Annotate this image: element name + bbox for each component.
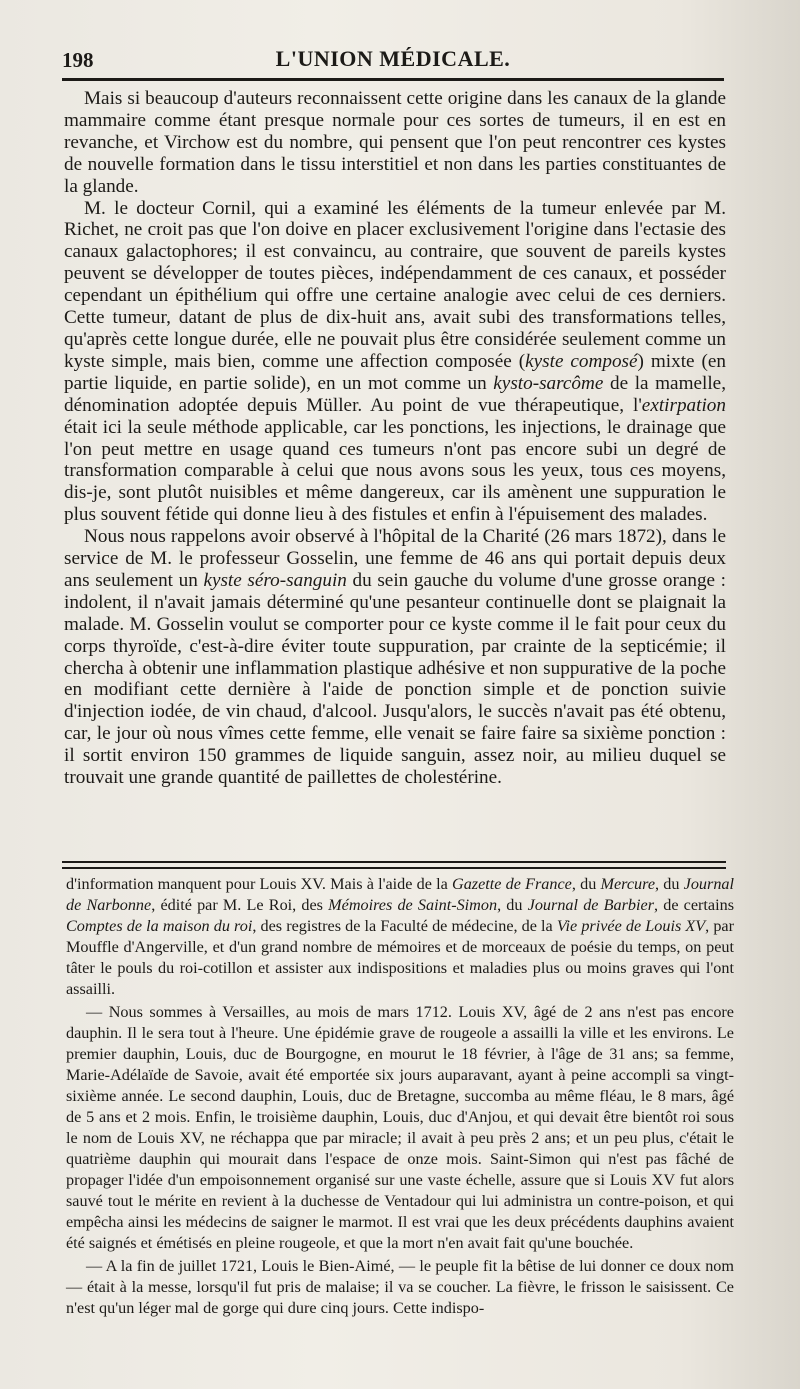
paragraph: d'information manquent pour Louis XV. Mais à l'aide de la Gazette de France, du Mercure, du Journal de Narbonne, édité par M. Le Roi, des Mémoires de Saint-Simon, du Journal de Barbier, de certains Comptes de la maison du roi, des registres de la Faculté de médecine, de la Vie privée de Louis XV, par Mouffle d'Angerville, et d'un grand nombre de mémoires et de morceaux de poésie du temps, on peut tâter le pouls du roi-cotillon et assister aux indispositions et maladies plus ou moins graves qui l'ont assailli. bbox=[66, 875, 735, 998]
feuilleton-section bbox=[66, 874, 734, 1319]
paragraph: Nous nous rappelons avoir observé à l'hôpital de la Charité (26 mars 1872), dans le service de M. le professeur Gosselin, une femme de 46 ans qui portait depuis deux ans seulement un kyste séro-sanguin du sein gauche du volume d'une grosse orange : indolent, il n'avait jamais déterminé qu'une pesanteur continuelle dont se plaignait la malade. M. Gosselin voulut se comporter pour ce kyste comme il le fait pour ceux du corps thyroïde, c'est-à-dire éviter toute suppuration, par crainte de la septicémie; il chercha à obtenir une inflammation plastique adhésive et non suppurative de la poche en modifiant cette dernière à l'aide de ponction simple et de ponction suivie d'injection iodée, de vin chaud, d'alcool. Jusqu'alors, le succès n'avait pas été obtenu, car, le jour où nous vîmes cette femme, elle venait se faire faire sa sixième ponction : il sortit environ 150 grammes de liquide sanguin, assez noir, au milieu duquel se trouvait une grande quantité de paillettes de cholestérine. bbox=[64, 526, 727, 789]
paragraph: — Nous sommes à Versailles, au mois de mars 1712. Louis XV, âgé de 2 ans n'est pas encore dauphin. Il le sera tout à l'heure. Une épidémie grave de rougeole a assailli la ville et les environs. Le premier dauphin, Louis, duc de Bourgogne, en mourut le 18 février, à l'âge de 31 ans; sa femme, Marie-Adélaïde de Savoie, avait été emportée six jours auparavant, ayant à peine accompli sa vingt-sixième année. Le second dauphin, Louis, duc de Bretagne, succomba au même fléau, le 8 mars, âgé de 5 ans et 2 mois. Enfin, le troisième dauphin, Louis, duc d'Anjou, et qui devait être bientôt roi sous le nom de Louis XV, ne réchappa que par miracle; il avait à peu près 2 ans; et un peu plus, c'était le quatrième dauphin qui mourait dans l'espace de onze mois. Saint-Simon qui n'est pas fâché de propager l'idée d'un empoisonnement organisé sur une vaste échelle, assure que si Louis XV fut alors sauvé tout le mérite en revient à la duchesse de Ventadour qui lui administra un contre-poison, et qui empêcha ainsi les médecins de saigner le marmot. Il est vrai que les deux précédents dauphins avaient été saignés et émétisés en pleine rougeole, et que la mort n'en avait fait qu'une bouchée. bbox=[66, 1003, 734, 1252]
paragraph: — A la fin de juillet 1721, Louis le Bien-Aimé, — le peuple fit la bêtise de lui donner ce doux nom — était à la messe, lorsqu'il fut pris de malaise; il va se coucher. La fièvre, le frisson le saisissent. Ce n'est qu'un léger mal de gorge qui dure cinq jours. Cette indispo- bbox=[66, 1257, 734, 1317]
header-rule bbox=[62, 78, 724, 81]
page-number: 198 bbox=[62, 48, 94, 72]
feuilleton-separator bbox=[62, 861, 726, 869]
paragraph: Mais si beaucoup d'auteurs reconnaissent cette origine dans les canaux de la glande mammaire comme étant presque normale pour ces sortes de tumeurs, il en est en revanche, et Virchow est du nombre, qui pensent que l'on peut rencontrer ces kystes de nouvelle formation dans le tissu interstitiel et non dans les parties constituantes de la glande. bbox=[64, 88, 726, 197]
running-title: L'UNION MÉDICALE. bbox=[275, 46, 511, 71]
page-header bbox=[62, 44, 724, 78]
main-article bbox=[64, 88, 726, 789]
paragraph: M. le docteur Cornil, qui a examiné les éléments de la tumeur enlevée par M. Richet, ne croit pas que l'on doive en placer exclusivement l'origine dans l'ectasie des canaux galactophores; il est convaincu, au contraire, que souvent de pareils kystes peuvent se développer de toutes pièces, indépendamment de ces canaux, et posséder cependant un épithélium qui offre une certaine analogie avec celui de ces derniers. Cette tumeur, datant de plus de dix-huit ans, avait subi des transformations telles, qu'après cette longue durée, elle ne pouvait plus être considérée seulement comme un kyste simple, mais bien, comme une affection composée (kyste composé) mixte (en partie liquide, en partie solide), en un mot comme un kysto-sarcôme de la mamelle, dénomination adoptée depuis Müller. Au point de vue thérapeutique, l'extirpation était ici la seule méthode applicable, car les ponctions, les injections, le drainage que l'on peut mettre en usage quand ces tumeurs n'ont pas encore subi un degré de transformation comparable à celui que nous avons sous les yeux, tous ces moyens, dis-je, sont plutôt nuisibles et même dangereux, car ils amènent une suppuration le plus souvent fétide qui donne lieu à des fistules et enfin à l'épuisement des malades. bbox=[64, 197, 726, 526]
